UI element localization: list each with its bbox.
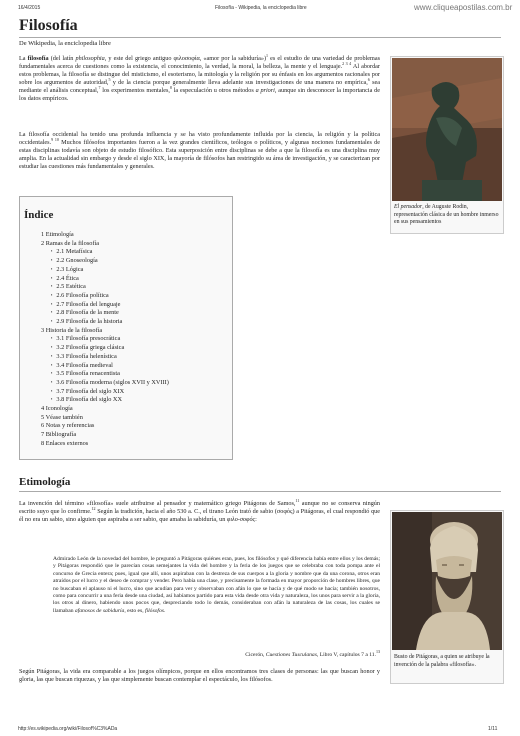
footer-page-number: 1/11	[488, 726, 498, 732]
etymology-rule	[19, 491, 501, 492]
footer-url[interactable]: http://es.wikipedia.org/wiki/Filosof%C3%ADa	[18, 726, 118, 732]
toc-item[interactable]: ▪ 2.1 Metafísica	[41, 248, 169, 257]
pythagoras-caption: Busto de Pitágoras, a quien se atribuye la invención de la palabra «filosofía».	[394, 654, 490, 668]
etymology-heading: Etimología	[19, 476, 71, 488]
toc-item[interactable]: ▪ 2.5 Estética	[41, 283, 169, 292]
toc-item[interactable]: ▪ 2.3 Lógica	[41, 266, 169, 275]
thinker-caption: El pensador, de Auguste Rodin, representación clásica de un hombre inmerso en sus pensamientos	[394, 204, 499, 226]
thinker-sculpture-image[interactable]	[392, 58, 502, 201]
page-title: Filosofía	[19, 17, 78, 34]
toc-item[interactable]: 7 Bibliografía	[41, 431, 77, 439]
intro-paragraph-2: La filosofía occidental ha tenido una profunda influencia y se ha visto profundamente influida por la ciencia, la religión y la política occidentales.$^{9 10}$ Muchos filósofos importantes fueron a la vez grandes científicos, teólogos o políticos, y algunas nociones fundamentales de estas disciplinas todavía son objeto de estudio filosófico. Esta superposición entre disciplinas se debe a que la filosofía es una disciplina muy amplia. En la actualidad sin embargo y desde el siglo XIX, la mayoría de filósofos han restringido su área de investigación, y se caracterizan por estudiar las cuestiones más fundamentales y generales.	[19, 131, 380, 170]
toc-item[interactable]: 4 Iconología	[41, 405, 73, 413]
etymology-paragraph-2: Según Pitágoras, la vida era comparable a los juegos olímpicos, porque en ellos encontramos tres clases de personas: las que buscan honor y gloria, las que buscan riquezas, y las que simplemente buscan contemplar el espectáculo, los filósofos.	[19, 668, 380, 683]
toc-item[interactable]: ▪ 3.7 Filosofía del siglo XIX	[41, 388, 169, 397]
toc-item[interactable]: ▪ 3.5 Filosofía renacentista	[41, 370, 169, 379]
pythagoras-bust-image[interactable]	[392, 512, 502, 650]
page-subtitle: De Wikipedia, la enciclopedia libre	[19, 40, 111, 47]
toc-item[interactable]: 6 Notas y referencias	[41, 422, 95, 430]
title-rule	[19, 37, 501, 38]
toc-item[interactable]: ▪ 2.8 Filosofía de la mente	[41, 309, 169, 318]
toc-item[interactable]: 3 Historia de la filosofía	[41, 326, 103, 334]
print-date: 16/4/2015	[18, 5, 41, 11]
etymology-paragraph-1: La invención del término «filosofía» suele atribuirse al pensador y matemático griego Pitágoras de Samos,$^{11}$ aunque no se conserva ningún escrito suyo que lo confirme.$^{12}$ Según la tradición, hacia el año 530 a. C., el tirano León trató de sabio (σοφός) a Pitágoras, el cual respondió que él no era un sabio, sino alguien que aspiraba a ser sabio, que amaba la sabiduría, un φιλο-σοφός:	[19, 497, 380, 523]
toc-item[interactable]: ▪ 2.7 Filosofía del lenguaje	[41, 301, 169, 310]
toc-title: Índice	[24, 209, 54, 221]
toc-item[interactable]: ▪ 3.4 Filosofía medieval	[41, 362, 169, 371]
intro-paragraph-1: La filosofía (del latín philosophia, y este del griego antiguo φιλοσοφία, «amor por la sabiduría»)$^1$ es el estudio de una variedad de problemas fundamentales acerca de cuestiones como la existencia, el conocimiento, la verdad, la moral, la belleza, la mente y el lenguaje.$^{2 3 4}$ Al abordar estos problemas, la filosofía se distingue del misticismo, el esoterismo, la mitología y la religión por su énfasis en los argumentos racionales por sobre los argumentos de autoridad,$^5$ y de la ciencia porque generalmente lleva adelante sus investigaciones de una manera no empírica,$^6$ sea mediante el análisis conceptual,$^7$ los experimentos mentales,$^8$ la especulación u otros métodos a priori, aunque sin desconocer la importancia de los datos empíricos.	[19, 52, 381, 102]
toc-item[interactable]: ▪ 3.3 Filosofía helenística	[41, 353, 169, 362]
toc-item[interactable]: ▪ 3.8 Filosofía del siglo XX	[41, 396, 169, 405]
toc-item[interactable]: 1 Etimología	[41, 231, 74, 238]
quote-citation: Cicerón, Cuestiones Tusculanas, Libro V, capítulos 7 a 11.13	[245, 649, 380, 658]
toc-item[interactable]: ▪ 2.6 Filosofía política	[41, 292, 169, 301]
cicero-quote: Admirado León de la novedad del hombre, le preguntó a Pitágoras quiénes eran, pues, los filósofos y qué diferencia había entre ellos y los demás; y Pitágoras respondió que le parecían cosas semejantes la vida del hombre y la feria de los juegos que se celebraba con toda pompa ante el concurso de Grecia entera; pues, igual que allí, unos aspiraban con la destreza de sus cuerpos a la gloria y nombre que da una corona, otros eran atraídos por el lucro y el deseo de comprar y vender. Pero había una clase, y precisamente la formada en mayor proporción de hombres libres, que no buscaban el aplauso ni el lucro, sino que acudían para ver y observaban con afán lo que se hacía y de qué modo se hacía; también nosotros, como para concurrir a una feria desde una ciudad, así habíamos partido para esta vida desde otra vida y naturaleza, los unos para servir a la gloria, los otros al dinero, habiendo unos pocos que, despreciando todo lo demás, consideraban con afán la naturaleza de las cosas, los cuales se llamaban afanosos de sabiduría, esto es, filósofos.	[53, 556, 380, 614]
toc-item[interactable]: 5 Véase también	[41, 413, 83, 421]
toc-item[interactable]: 8 Enlaces externos	[41, 439, 89, 447]
pythagoras-figure	[390, 510, 504, 684]
print-page-title: Filosofía - Wikipedia, la enciclopedia libre	[215, 5, 307, 11]
table-of-contents	[19, 196, 233, 460]
toc-item[interactable]: ▪ 3.1 Filosofía presocrática	[41, 335, 169, 344]
toc-item[interactable]: ▪ 2.4 Ética	[41, 275, 169, 284]
toc-item[interactable]: 2 Ramas de la filosofía	[41, 239, 100, 247]
toc-item[interactable]: ▪ 2.2 Gnoseología	[41, 257, 169, 266]
toc-item[interactable]: ▪ 3.2 Filosofía griega clásica	[41, 344, 169, 353]
watermark[interactable]: www.cliqueapostilas.com.br	[414, 3, 513, 12]
thinker-figure	[390, 56, 504, 234]
toc-list	[41, 231, 169, 449]
toc-item[interactable]: ▪ 2.9 Filosofía de la historia	[41, 318, 169, 327]
toc-item[interactable]: ▪ 3.6 Filosofía moderna (siglos XVII y XVIII)	[41, 379, 169, 388]
